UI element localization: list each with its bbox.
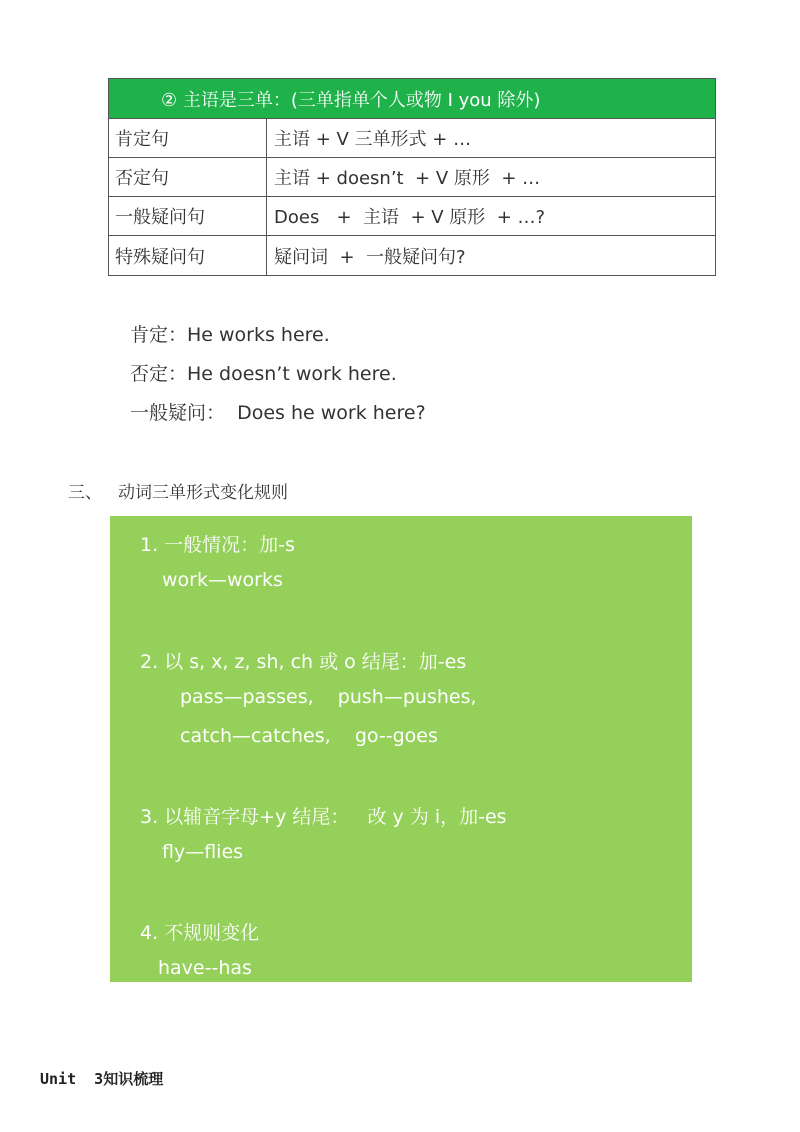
row-label: 否定句: [109, 158, 267, 196]
rule-4-title: 4. 不规则变化: [140, 922, 260, 944]
rule-3-example: fly—flies: [162, 841, 244, 863]
rules-box: [110, 516, 692, 982]
row-formula: Does + 主语 + V 原形 + …?: [274, 207, 546, 228]
example-sentences: [130, 320, 426, 437]
example-affirmative: 肯定：He works here.: [130, 324, 330, 346]
example-negative: 否定：He doesn’t work here.: [130, 363, 397, 385]
section-number: 三、: [68, 483, 102, 503]
rule-4-example: have--has: [158, 957, 252, 979]
example-question: 一般疑问： Does he work here?: [130, 402, 426, 424]
row-formula: 疑问词 + 一般疑问句?: [274, 246, 466, 268]
section-title: 动词三单形式变化规则: [118, 483, 288, 503]
page-footer: Unit 3知识梳理: [40, 1070, 164, 1088]
row-formula: 主语 + doesn’t + V 原形 + …: [274, 168, 541, 189]
rule-2-example-1: pass—passes, push—pushes,: [180, 686, 477, 708]
grammar-table: [108, 78, 716, 276]
rule-3-title: 3. 以辅音字母+y 结尾： 改 y 为 i，加-es: [140, 806, 507, 828]
table-row: [109, 158, 715, 197]
row-formula: 主语 + V 三单形式 + …: [274, 129, 472, 150]
rule-2-title: 2. 以 s, x, z, sh, ch 或 o 结尾：加-es: [140, 651, 467, 673]
row-label: 一般疑问句: [109, 197, 267, 235]
section-heading: [68, 478, 288, 503]
table-row: [109, 197, 715, 236]
rule-2-example-2: catch—catches, go--goes: [180, 725, 438, 747]
rule-1-title: 1. 一般情况：加-s: [140, 534, 295, 556]
row-label: 肯定句: [109, 119, 267, 157]
table-row: [109, 119, 715, 158]
rule-1-example: work—works: [162, 569, 283, 591]
row-label: 特殊疑问句: [109, 236, 267, 275]
table-header: ② 主语是三单：(三单指单个人或物 I you 除外): [109, 79, 715, 119]
table-row: [109, 236, 715, 275]
